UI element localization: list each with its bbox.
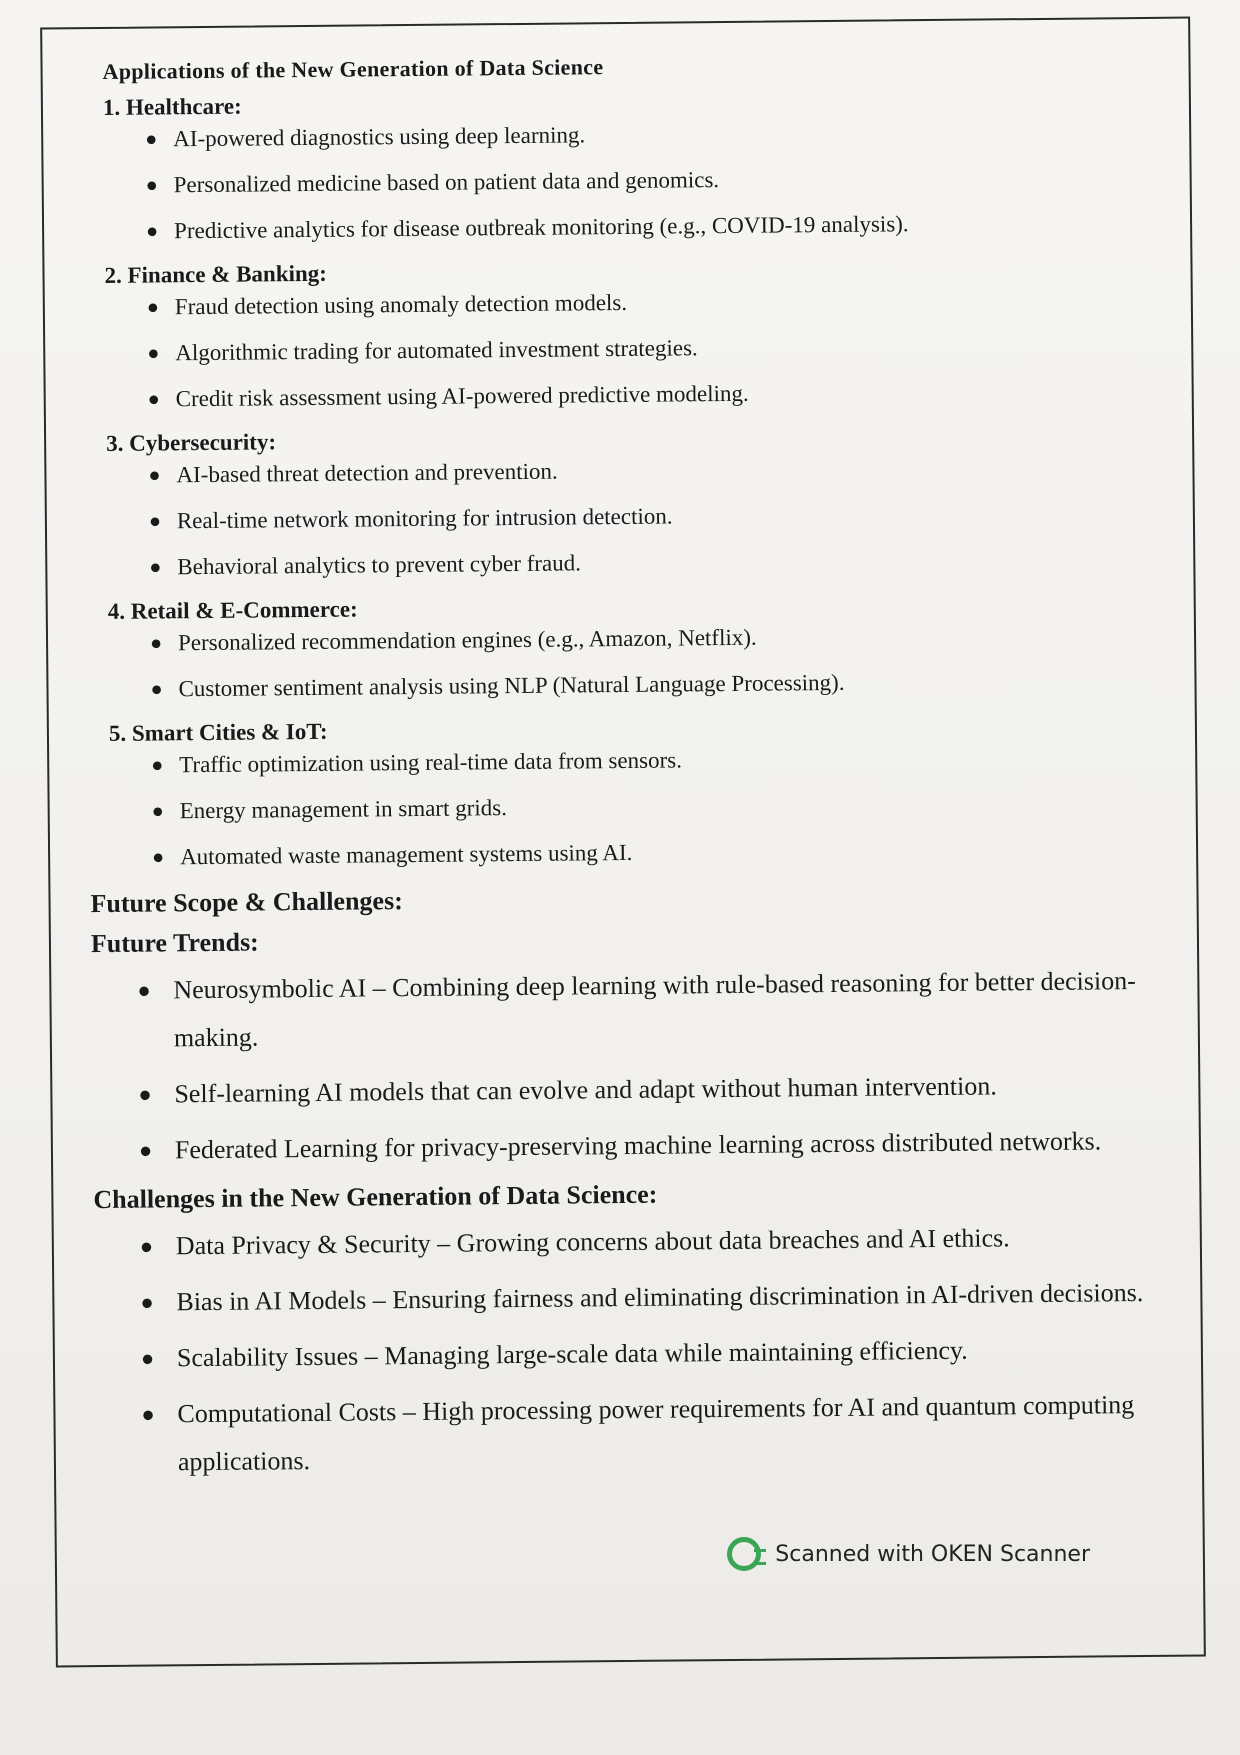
list-item: ● Automated waste management systems using AI. bbox=[110, 833, 1170, 873]
bullet-icon: ● bbox=[147, 342, 160, 365]
section-heading: 5. Smart Cities & IoT: bbox=[108, 718, 328, 746]
section-smart-cities bbox=[89, 711, 1170, 873]
list-item: ● Personalized recommendation engines (e.g., Amazon, Netflix). bbox=[108, 619, 1168, 659]
bullet-icon: ● bbox=[151, 754, 164, 777]
bullet-icon: ● bbox=[148, 464, 161, 487]
list-item: ● Neurosymbolic AI – Combining deep learning with rule-based reasoning for better decision-making. bbox=[137, 966, 1136, 1053]
bullet-icon: ● bbox=[138, 1137, 153, 1163]
bullet-icon: ● bbox=[148, 510, 162, 533]
document-title: Applications of the New Generation of Data Science bbox=[102, 54, 604, 84]
list-item: ● AI-based threat detection and prevention. bbox=[106, 451, 1166, 491]
bullet-icon: ● bbox=[137, 977, 151, 1003]
bullet-icon: ● bbox=[139, 1233, 154, 1259]
future-scope-heading: Future Scope & Challenges: bbox=[90, 886, 403, 919]
oken-scanner-logo-icon bbox=[727, 1537, 761, 1571]
section-cybersecurity bbox=[86, 421, 1167, 583]
list-item: ● Self-learning AI models that can evolve and adapt without human intervention. bbox=[102, 1061, 1172, 1119]
bullet-icon: ● bbox=[152, 846, 165, 869]
section-healthcare bbox=[83, 85, 1164, 247]
list-item: ● Credit risk assessment using AI-powered predictive modeling. bbox=[106, 375, 1166, 415]
list-item: ● Federated Learning for privacy-preserving machine learning across distributed networks. bbox=[103, 1117, 1173, 1175]
list-item: ● Traffic optimization using real-time data from sensors. bbox=[109, 741, 1169, 781]
future-trends-list bbox=[91, 957, 1173, 1175]
bullet-icon: ● bbox=[147, 388, 160, 411]
bullet-icon: ● bbox=[146, 296, 160, 319]
bullet-icon: ● bbox=[149, 556, 162, 579]
bullet-icon: ● bbox=[140, 1289, 154, 1315]
bullet-icon: ● bbox=[146, 220, 159, 243]
challenges-list bbox=[94, 1213, 1176, 1487]
list-item: ● Computational Costs – High processing power requirements for AI and quantum computing applications. bbox=[141, 1390, 1135, 1477]
section-retail bbox=[88, 589, 1169, 705]
list-item: ● Customer sentiment analysis using NLP (Natural Language Processing). bbox=[108, 665, 1168, 705]
challenges-heading: Challenges in the New Generation of Data Science: bbox=[93, 1179, 658, 1215]
section-heading: 1. Healthcare: bbox=[102, 93, 242, 120]
list-item: ● Energy management in smart grids. bbox=[110, 787, 1170, 827]
content-frame bbox=[40, 17, 1206, 1668]
section-heading: 3. Cybersecurity: bbox=[106, 429, 277, 456]
future-trends-heading: Future Trends: bbox=[90, 927, 259, 959]
scanner-watermark bbox=[727, 1537, 1090, 1571]
section-heading: 4. Retail & E-Commerce: bbox=[107, 596, 358, 624]
bullet-icon: ● bbox=[151, 800, 164, 823]
document-body bbox=[82, 49, 1176, 1495]
list-item: ● Real-time network monitoring for intrusion detection. bbox=[107, 497, 1167, 537]
bullet-icon: ● bbox=[141, 1401, 155, 1427]
bullet-icon: ● bbox=[140, 1345, 155, 1371]
bullet-icon: ● bbox=[149, 632, 163, 655]
bullet-icon: ● bbox=[145, 128, 158, 151]
list-item: ● AI-powered diagnostics using deep learning. bbox=[103, 115, 1163, 155]
list-item: ● Fraud detection using anomaly detection models. bbox=[105, 283, 1165, 323]
list-item: ● Bias in AI Models – Ensuring fairness and eliminating discrimination in AI-driven decisions. bbox=[104, 1269, 1174, 1327]
bullet-icon: ● bbox=[145, 174, 158, 197]
section-finance bbox=[84, 253, 1165, 415]
section-heading: 2. Finance & Banking: bbox=[104, 260, 328, 288]
bullet-icon: ● bbox=[138, 1081, 152, 1107]
list-item: ● Data Privacy & Security – Growing concerns about data breaches and AI ethics. bbox=[104, 1213, 1174, 1271]
bullet-icon: ● bbox=[150, 678, 163, 701]
list-item: ● Predictive analytics for disease outbreak monitoring (e.g., COVID-19 analysis). bbox=[104, 207, 1164, 247]
list-item: ● Personalized medicine based on patient data and genomics. bbox=[104, 161, 1164, 201]
list-item: ● Scalability Issues – Managing large-scale data while maintaining efficiency. bbox=[105, 1325, 1175, 1383]
list-item: ● Algorithmic trading for automated investment strategies. bbox=[105, 329, 1165, 369]
watermark-text: Scanned with OKEN Scanner bbox=[775, 1541, 1090, 1567]
list-item: ● Behavioral analytics to prevent cyber fraud. bbox=[107, 543, 1167, 583]
